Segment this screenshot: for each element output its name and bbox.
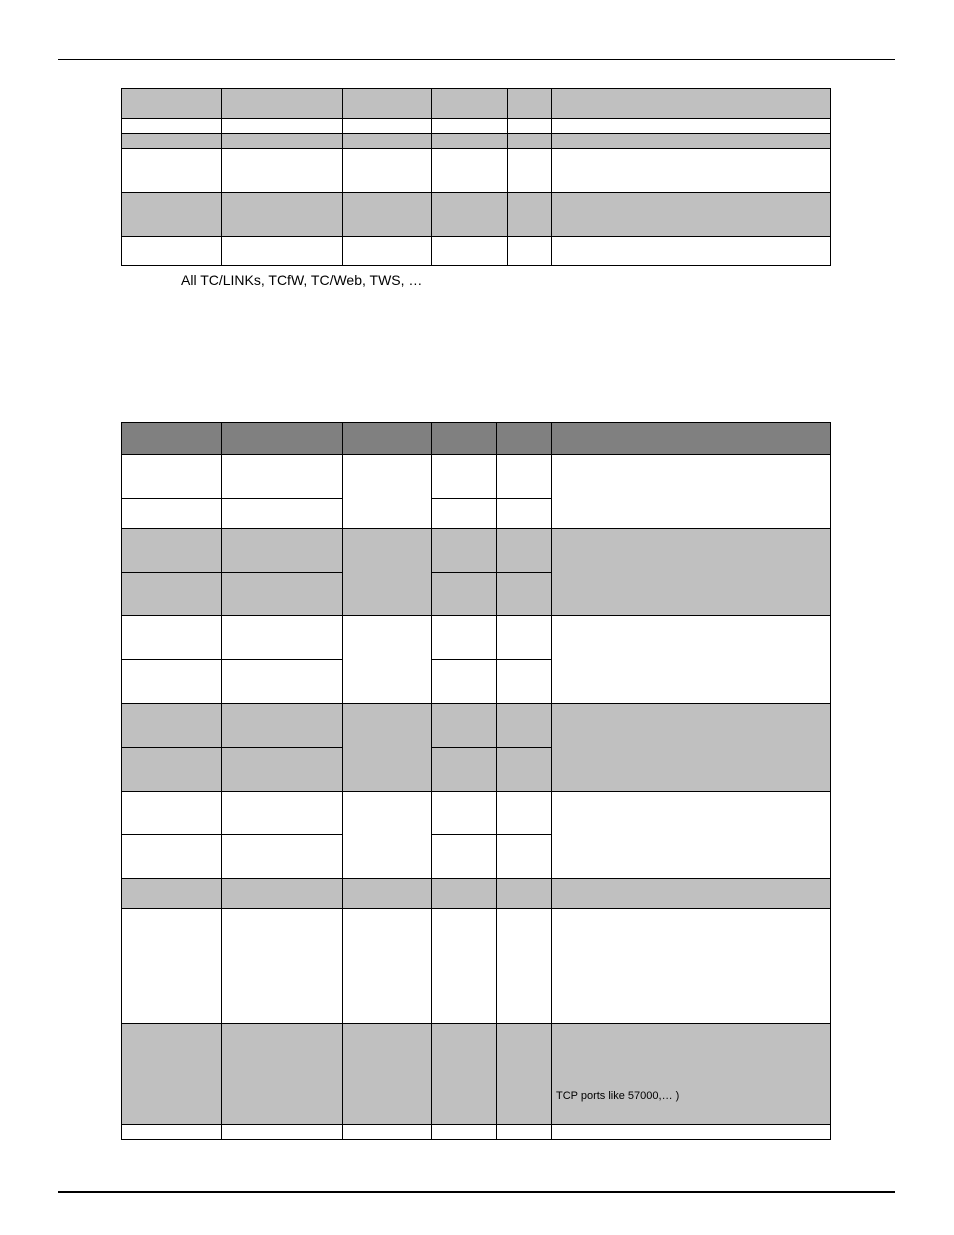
table-row <box>122 149 831 193</box>
table-cell <box>508 149 552 193</box>
table-cell <box>222 149 343 193</box>
table-1-header-cell <box>552 89 831 119</box>
table-cell <box>343 455 432 529</box>
table-cell <box>122 134 222 149</box>
table-2-header-cell <box>552 423 831 455</box>
table-cell <box>222 616 343 660</box>
table-cell <box>222 573 343 616</box>
table-cell <box>122 660 222 704</box>
table-cell <box>343 134 432 149</box>
table-2-header-cell <box>343 423 432 455</box>
table-cell <box>222 748 343 792</box>
table-cell <box>222 499 343 529</box>
table-cell <box>432 909 497 1024</box>
table-row <box>122 237 831 266</box>
table-2-header-cell <box>497 423 552 455</box>
table-cell <box>222 792 343 835</box>
table-cell <box>552 879 831 909</box>
table-cell <box>122 149 222 193</box>
table-cell <box>122 499 222 529</box>
table-cell <box>222 879 343 909</box>
table-cell <box>508 193 552 237</box>
table-cell <box>432 1125 497 1140</box>
table-cell <box>343 237 432 266</box>
table-cell <box>222 660 343 704</box>
table-cell <box>497 573 552 616</box>
table-cell <box>222 529 343 573</box>
table-cell <box>432 616 497 660</box>
table-cell <box>497 792 552 835</box>
table-cell <box>122 455 222 499</box>
table-cell <box>432 879 497 909</box>
table-cell <box>222 134 343 149</box>
table-1-header-cell <box>122 89 222 119</box>
table-row <box>122 193 831 237</box>
table-cell <box>432 455 497 499</box>
table-cell <box>432 193 508 237</box>
table-cell <box>122 616 222 660</box>
table-cell <box>343 149 432 193</box>
table-1-header-cell <box>343 89 432 119</box>
table-cell <box>552 193 831 237</box>
table-2-header-cell <box>122 423 222 455</box>
table-cell <box>122 704 222 748</box>
table-cell <box>497 455 552 499</box>
table-1-header-cell <box>222 89 343 119</box>
table-cell <box>432 1024 497 1125</box>
table-cell <box>432 704 497 748</box>
table-1-header-row <box>122 89 831 119</box>
table-cell <box>432 499 497 529</box>
table-cell <box>552 119 831 134</box>
table-row <box>122 455 831 499</box>
table-cell <box>552 1024 831 1125</box>
table-cell <box>432 660 497 704</box>
table-row <box>122 1024 831 1125</box>
table-cell <box>552 704 831 792</box>
table-cell <box>552 237 831 266</box>
table-cell <box>552 134 831 149</box>
table-cell <box>222 835 343 879</box>
table-1-header-cell <box>432 89 508 119</box>
table-cell <box>497 660 552 704</box>
header-rule <box>58 59 895 60</box>
table-cell <box>222 237 343 266</box>
table-cell <box>497 616 552 660</box>
table-cell <box>122 237 222 266</box>
table-cell <box>122 193 222 237</box>
table-cell <box>432 529 497 573</box>
table-cell <box>497 529 552 573</box>
table-cell <box>343 879 432 909</box>
table-cell <box>432 573 497 616</box>
table-cell <box>432 792 497 835</box>
table-cell <box>343 529 432 616</box>
table-cell <box>497 499 552 529</box>
table-cell <box>122 1024 222 1125</box>
table-cell <box>343 616 432 704</box>
table-1-footnote: All TC/LINKs, TCfW, TC/Web, TWS, … <box>181 272 423 288</box>
table-cell <box>432 119 508 134</box>
table-cell <box>552 529 831 616</box>
table-row <box>122 119 831 134</box>
table-cell <box>122 879 222 909</box>
table-row <box>122 134 831 149</box>
table-row <box>122 704 831 748</box>
table-cell <box>497 835 552 879</box>
table-row <box>122 529 831 573</box>
table-cell <box>122 748 222 792</box>
table-cell <box>432 237 508 266</box>
table-cell <box>222 1125 343 1140</box>
table-cell <box>552 149 831 193</box>
table-cell <box>508 119 552 134</box>
table-cell <box>122 119 222 134</box>
table-row <box>122 792 831 835</box>
table-row <box>122 616 831 660</box>
table-cell <box>432 835 497 879</box>
table-2-header-cell <box>222 423 343 455</box>
table-cell <box>343 704 432 792</box>
table-cell <box>552 909 831 1024</box>
port-note: TCP ports like 57000,… ) <box>556 1090 680 1102</box>
table-cell <box>497 1125 552 1140</box>
table-1-header-cell <box>508 89 552 119</box>
table-cell <box>343 909 432 1024</box>
table-cell <box>122 835 222 879</box>
table-cell <box>508 237 552 266</box>
table-cell <box>343 193 432 237</box>
table-cell <box>222 704 343 748</box>
table-1 <box>121 88 831 266</box>
table-cell <box>497 748 552 792</box>
table-cell <box>497 909 552 1024</box>
table-cell <box>222 909 343 1024</box>
table-2-header-row <box>122 423 831 455</box>
table-row <box>122 879 831 909</box>
table-cell <box>552 792 831 879</box>
table-cell <box>552 455 831 529</box>
table-cell <box>497 704 552 748</box>
table-cell <box>122 792 222 835</box>
table-cell <box>122 909 222 1024</box>
table-cell <box>122 573 222 616</box>
table-cell <box>122 529 222 573</box>
table-cell <box>508 134 552 149</box>
table-cell <box>222 193 343 237</box>
table-row <box>122 1125 831 1140</box>
table-cell <box>432 748 497 792</box>
table-row <box>122 909 831 1024</box>
table-cell <box>222 455 343 499</box>
table-cell <box>343 792 432 879</box>
table-cell <box>343 1125 432 1140</box>
table-cell <box>497 879 552 909</box>
table-2 <box>121 422 831 1140</box>
table-cell <box>222 119 343 134</box>
table-cell <box>343 1024 432 1125</box>
table-cell <box>222 1024 343 1125</box>
table-cell <box>552 616 831 704</box>
table-cell <box>497 1024 552 1125</box>
table-cell <box>432 134 508 149</box>
table-cell <box>122 1125 222 1140</box>
table-2-header-cell <box>432 423 497 455</box>
table-cell <box>432 149 508 193</box>
table-cell <box>343 119 432 134</box>
table-cell <box>552 1125 831 1140</box>
footer-rule <box>58 1191 895 1193</box>
